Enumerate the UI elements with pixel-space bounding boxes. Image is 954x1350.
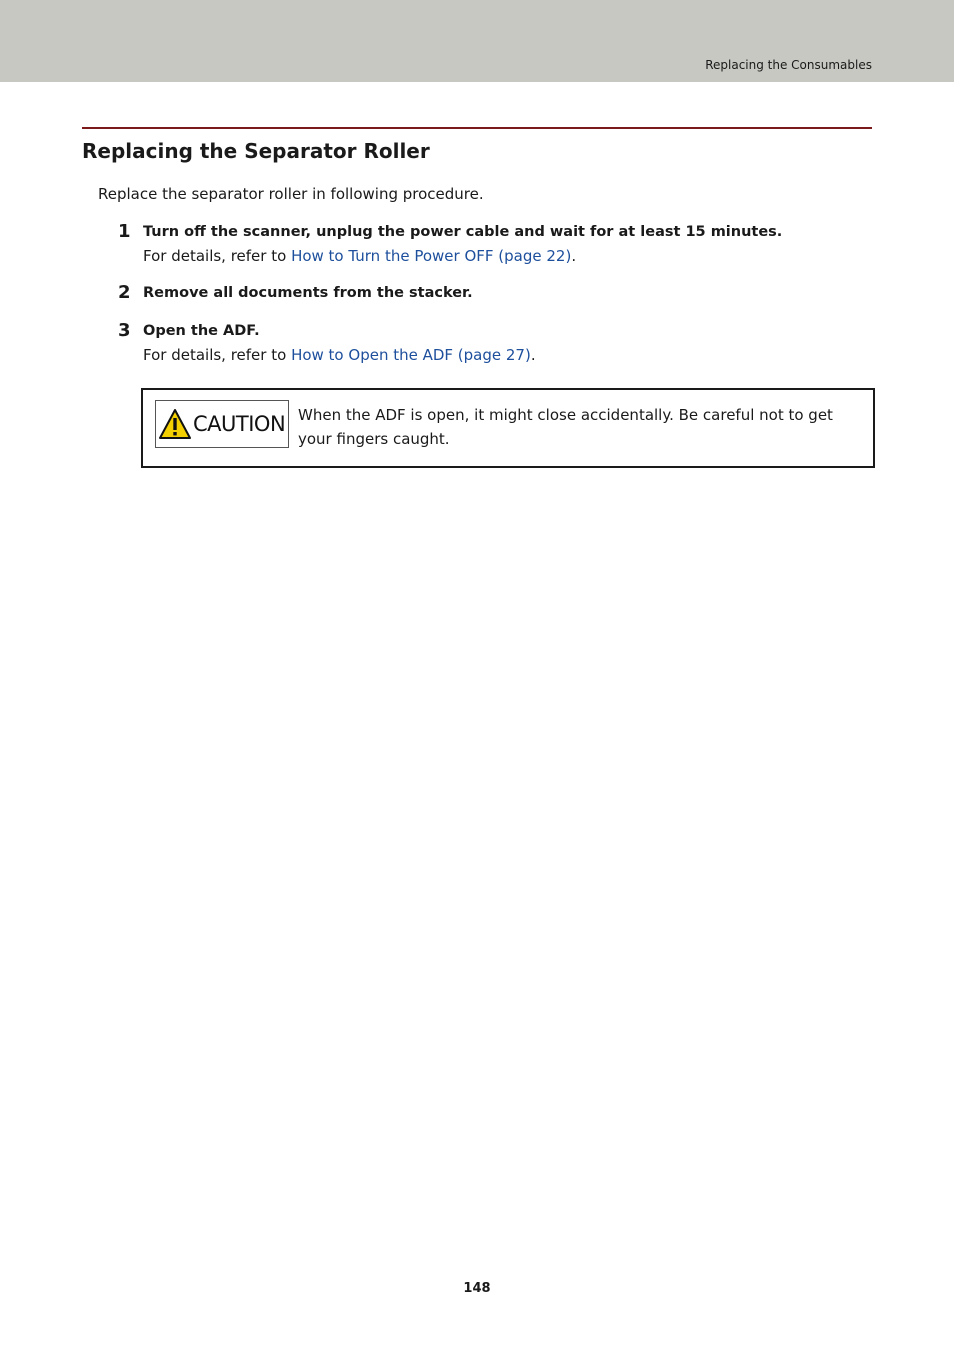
step-text: Open the ADF. — [143, 323, 260, 339]
header-section-title: Replacing the Consumables — [705, 58, 872, 72]
detail-prefix: For details, refer to — [143, 247, 292, 265]
detail-suffix: . — [530, 346, 536, 364]
step-text: Turn off the scanner, unplug the power cable and wait for at least 15 minutes. — [143, 224, 783, 240]
header-band — [0, 0, 954, 82]
detail-prefix: For details, refer to — [143, 346, 292, 364]
step-number: 1 — [118, 221, 131, 242]
caution-label — [155, 400, 289, 448]
power-off-link[interactable]: How to Turn the Power OFF (page 22) — [291, 247, 572, 265]
caution-box — [141, 388, 875, 468]
caution-word: CAUTION — [193, 412, 286, 436]
open-adf-link[interactable]: How to Open the ADF (page 27) — [291, 346, 531, 364]
page-title: Replacing the Separator Roller — [82, 139, 430, 163]
caution-text: When the ADF is open, it might close accidentally. Be careful not to get your fingers caught. — [298, 406, 833, 448]
step-text: Remove all documents from the stacker. — [143, 285, 473, 301]
step-number: 3 — [118, 320, 131, 341]
step-number: 2 — [118, 282, 131, 303]
warning-triangle-icon — [158, 408, 192, 440]
step-detail — [143, 346, 536, 364]
detail-suffix: . — [571, 247, 577, 265]
step-detail — [143, 247, 576, 265]
page-number: 148 — [463, 1281, 491, 1296]
title-divider — [82, 127, 872, 129]
intro-text: Replace the separator roller in following procedure. — [98, 185, 484, 203]
